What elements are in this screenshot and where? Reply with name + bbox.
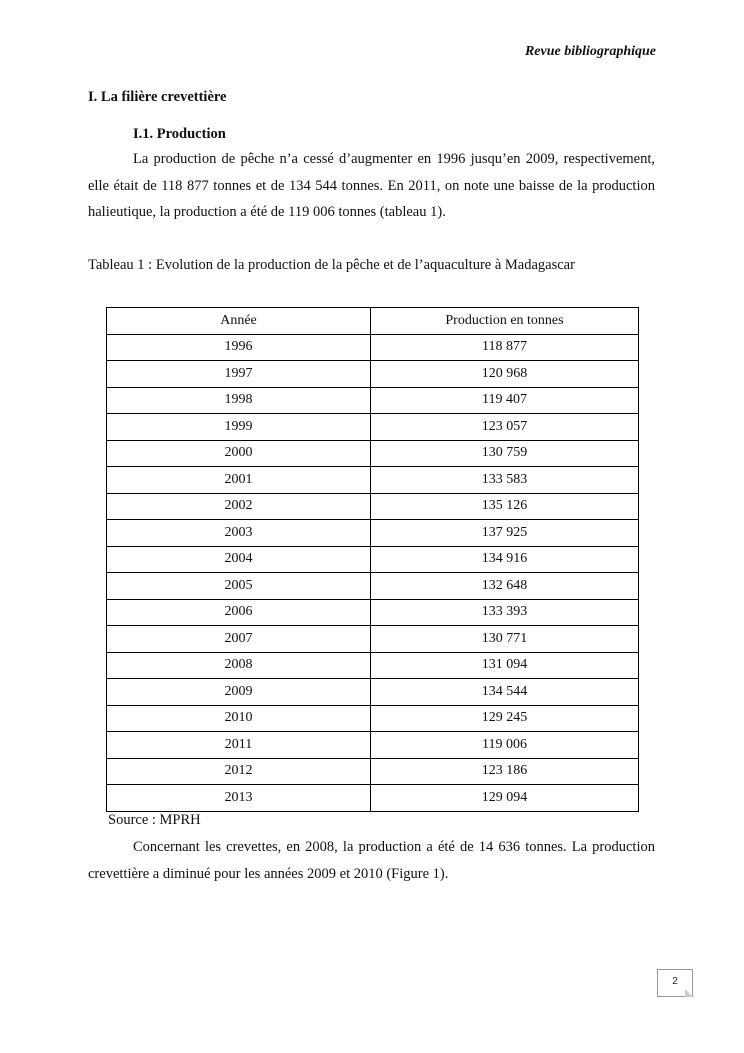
table-source: Source : MPRH	[108, 812, 201, 828]
table-row	[107, 493, 639, 520]
table-row	[107, 334, 639, 361]
cell-production: 129 094	[371, 785, 639, 812]
cell-production: 119 407	[371, 387, 639, 414]
cell-year: 2000	[107, 440, 371, 467]
paragraph-shrimp: Concernant les crevettes, en 2008, la production a été de 14 636 tonnes. La production crevettière a diminué pour les années 2009 et 2010 (Figure 1).	[88, 839, 655, 882]
cell-year: 2013	[107, 785, 371, 812]
paragraph-production: La production de pêche n’a cessé d’augmenter en 1996 jusqu’en 2009, respectivement, elle était de 118 877 tonnes et de 134 544 tonnes. En 2011, on note une baisse de la production halieutique, la production a été de 119 006 tonnes (tableau 1).	[88, 151, 655, 220]
cell-year: 2005	[107, 573, 371, 600]
cell-production: 134 916	[371, 546, 639, 573]
cell-production: 135 126	[371, 493, 639, 520]
section-heading: I. La filière crevettière	[88, 89, 227, 105]
table-row	[107, 599, 639, 626]
cell-production: 137 925	[371, 520, 639, 547]
page-number-box	[657, 969, 693, 997]
cell-year: 2007	[107, 626, 371, 653]
table-row	[107, 414, 639, 441]
cell-production: 131 094	[371, 652, 639, 679]
running-header: Revue bibliographique	[524, 44, 656, 59]
cell-production: 118 877	[371, 334, 639, 361]
cell-year: 2006	[107, 599, 371, 626]
table-row	[107, 652, 639, 679]
cell-year: 2008	[107, 652, 371, 679]
cell-year: 1996	[107, 334, 371, 361]
table-row	[107, 626, 639, 653]
table-row	[107, 573, 639, 600]
cell-production: 120 968	[371, 361, 639, 388]
cell-year: 2003	[107, 520, 371, 547]
cell-production: 130 759	[371, 440, 639, 467]
cell-year: 2011	[107, 732, 371, 759]
page-number: 2	[672, 976, 678, 987]
table-row	[107, 679, 639, 706]
table-row	[107, 440, 639, 467]
table-row	[107, 361, 639, 388]
cell-production: 130 771	[371, 626, 639, 653]
cell-year: 2012	[107, 758, 371, 785]
table-header-row	[107, 308, 639, 335]
cell-production: 123 186	[371, 758, 639, 785]
table-row	[107, 546, 639, 573]
table-caption: Tableau 1 : Evolution de la production de la pêche et de l’aquaculture à Madagascar	[88, 257, 575, 273]
production-table	[106, 307, 639, 812]
column-header-year: Année	[107, 308, 371, 335]
cell-year: 2004	[107, 546, 371, 573]
column-header-production: Production en tonnes	[371, 308, 639, 335]
cell-year: 2010	[107, 705, 371, 732]
cell-production: 129 245	[371, 705, 639, 732]
cell-year: 1998	[107, 387, 371, 414]
cell-production: 134 544	[371, 679, 639, 706]
cell-production: 133 393	[371, 599, 639, 626]
table-row	[107, 387, 639, 414]
cell-year: 2002	[107, 493, 371, 520]
cell-production: 119 006	[371, 732, 639, 759]
cell-year: 2009	[107, 679, 371, 706]
table-body	[107, 334, 639, 811]
cell-production: 123 057	[371, 414, 639, 441]
table-row	[107, 467, 639, 494]
cell-production: 132 648	[371, 573, 639, 600]
subsection-heading: I.1. Production	[133, 126, 226, 142]
cell-year: 2001	[107, 467, 371, 494]
cell-year: 1999	[107, 414, 371, 441]
cell-year: 1997	[107, 361, 371, 388]
cell-production: 133 583	[371, 467, 639, 494]
page-fold-icon	[685, 989, 693, 997]
table-row	[107, 520, 639, 547]
table-row	[107, 758, 639, 785]
table-row	[107, 732, 639, 759]
table-row	[107, 785, 639, 812]
table-row	[107, 705, 639, 732]
